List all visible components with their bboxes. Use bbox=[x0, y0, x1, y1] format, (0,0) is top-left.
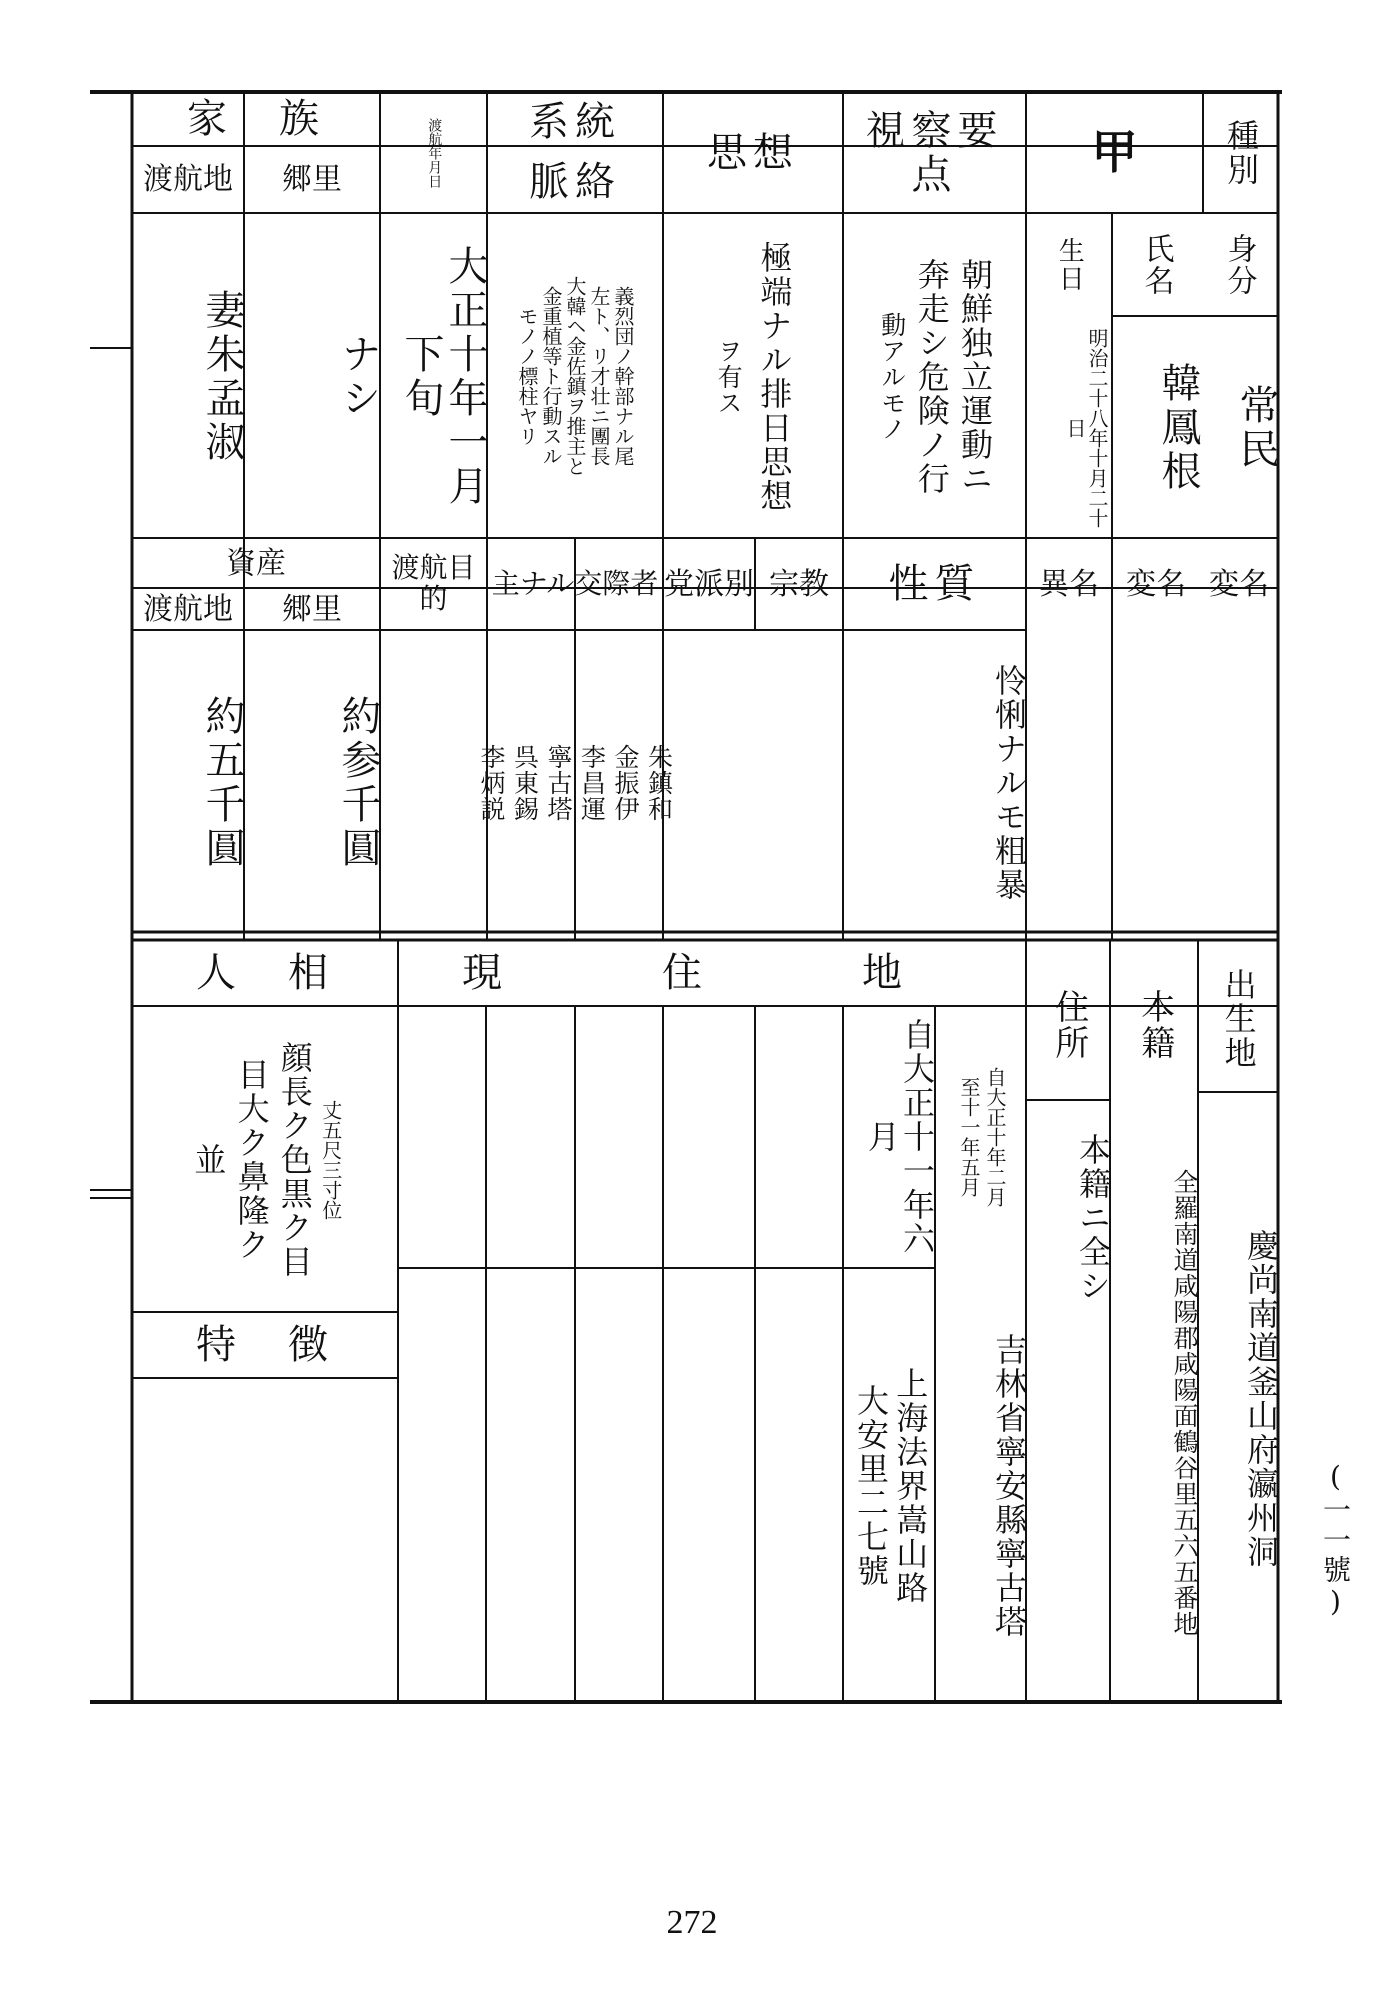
associate-col-4: 寧古塔 bbox=[544, 744, 573, 822]
associate-col-3: 李昌運 bbox=[577, 744, 607, 822]
lineage-col-1: 義烈団ノ幹部ナル尾 bbox=[611, 286, 635, 466]
name-value: 韓鳳根 bbox=[1155, 362, 1201, 494]
thought-col-2: ヲ有ス bbox=[714, 338, 744, 416]
grade-label: 甲 bbox=[1091, 125, 1138, 180]
family-hometown-value: ナシ bbox=[335, 333, 381, 421]
associate-col-1: 朱鎮和 bbox=[644, 744, 674, 822]
family-domicile-header: 渡航地 bbox=[143, 162, 233, 197]
address-header: 現 住 地 bbox=[462, 950, 962, 996]
residence-value: 本籍ニ全シ bbox=[1074, 1133, 1112, 1303]
associate-col-6: 李炳説 bbox=[477, 744, 506, 822]
observation-col-3: 動アルモノ bbox=[877, 312, 907, 442]
associate-col-5: 呉東錫 bbox=[510, 744, 540, 822]
observation-col-1: 朝鮮独立運動ニ bbox=[955, 258, 994, 496]
appearance-col-3: 目大ク鼻隆ク bbox=[232, 1058, 271, 1262]
date-of-birth-header: 生日 bbox=[1054, 236, 1085, 293]
associate-col-2: 金振伊 bbox=[611, 744, 640, 822]
associates-values bbox=[477, 640, 674, 926]
name-header: 氏名 bbox=[1138, 232, 1174, 297]
appearance-col-1: 丈五尺三寸位 bbox=[318, 1100, 343, 1220]
period1-col-1: 自大正十年二月 bbox=[983, 1067, 1007, 1207]
address2-col-1: 上海法界嵩山路 bbox=[891, 1367, 930, 1605]
appearance-col-2: 顔長ク色黒ク目 bbox=[275, 1041, 314, 1279]
lineage-values bbox=[490, 218, 660, 534]
status-value: 常民 bbox=[1233, 384, 1279, 472]
appearance-values bbox=[140, 1014, 392, 1306]
alias-header: 変名 bbox=[1126, 566, 1186, 602]
party-header: 党派別 bbox=[664, 566, 754, 602]
character-value: 怜悧ナルモ粗暴 bbox=[990, 664, 1028, 902]
address1-value: 吉林省寧安縣寧古塔 bbox=[990, 1333, 1028, 1639]
assets-hometown-header: 郷里 bbox=[282, 591, 342, 627]
address2-col-2: 大安里二七號 bbox=[852, 1384, 890, 1588]
lineage-col-4: 金重植等ト行動スル bbox=[539, 286, 563, 466]
lineage-col-2: 左ト、リ才壮ニ團長 bbox=[587, 286, 611, 466]
assets-hometown-value: 約参千圓 bbox=[335, 695, 381, 871]
observation-col-2: 奔走シ危険ノ行 bbox=[912, 258, 951, 496]
assets-domicile-value: 約五千圓 bbox=[199, 695, 245, 871]
period1-col-2: 至十一年五月 bbox=[957, 1077, 981, 1197]
nickname-header: 異名 bbox=[1039, 566, 1099, 602]
purpose-header: 渡航目的 bbox=[391, 551, 476, 615]
lineage-col-5: モノノ標柱ヤリ bbox=[515, 306, 539, 446]
associates-header: 主ナル交際者 bbox=[491, 566, 659, 600]
birthplace-value: 慶尚南道釜山府瀛州洞 bbox=[1242, 1229, 1280, 1569]
thought-header: 思想 bbox=[707, 129, 799, 176]
birthplace-header: 出生地 bbox=[1219, 967, 1258, 1070]
period2-value: 自大正十一年六月 bbox=[862, 1018, 936, 1256]
character-header: 性質 bbox=[888, 561, 981, 607]
period1-values bbox=[940, 1012, 1024, 1262]
status-header: 身分 bbox=[1221, 232, 1257, 297]
assets-header: 資産 bbox=[226, 545, 286, 581]
features-header: 特 徴 bbox=[196, 1322, 334, 1368]
lineage-header: 系統 bbox=[529, 99, 621, 145]
page-number: 272 bbox=[666, 1904, 718, 1942]
address2-values bbox=[846, 1276, 934, 1696]
observation-values bbox=[848, 222, 1022, 532]
family-header: 家 族 bbox=[187, 96, 325, 142]
affiliation-header: 脈絡 bbox=[529, 158, 621, 205]
side-note: (一一號) bbox=[1319, 1460, 1352, 1620]
alias2-header: 変名 bbox=[1209, 566, 1269, 602]
family-domicile-value: 妻朱孟淑 bbox=[199, 289, 245, 465]
thought-col-1: 極端ナル排日思想 bbox=[755, 241, 794, 513]
religion-header: 宗教 bbox=[769, 566, 829, 602]
observation-header: 視察要点 bbox=[865, 107, 1004, 198]
family-hometown-header: 郷里 bbox=[282, 162, 342, 197]
residence-header: 住所 bbox=[1048, 989, 1089, 1061]
birth-date-value: 明治二十八年十月二十日 bbox=[1063, 328, 1109, 528]
domicile-header: 本籍 bbox=[1134, 989, 1175, 1061]
appearance-header: 人 相 bbox=[196, 950, 334, 996]
type-header: 種別 bbox=[1222, 118, 1261, 187]
lineage-col-3: 大韓ヘ金佐鎮ヲ推主と bbox=[563, 276, 587, 476]
emigration-year-header: 渡航年月日 bbox=[426, 117, 443, 188]
thought-values bbox=[670, 222, 836, 532]
domicile-value: 全羅南道咸陽郡咸陽面鶴谷里五六五番地 bbox=[1170, 1169, 1199, 1637]
assets-domicile-header: 渡航地 bbox=[143, 591, 233, 627]
appearance-col-4: 並 bbox=[189, 1143, 228, 1177]
emigration-date-value: 大正十年一月下旬 bbox=[398, 245, 488, 509]
